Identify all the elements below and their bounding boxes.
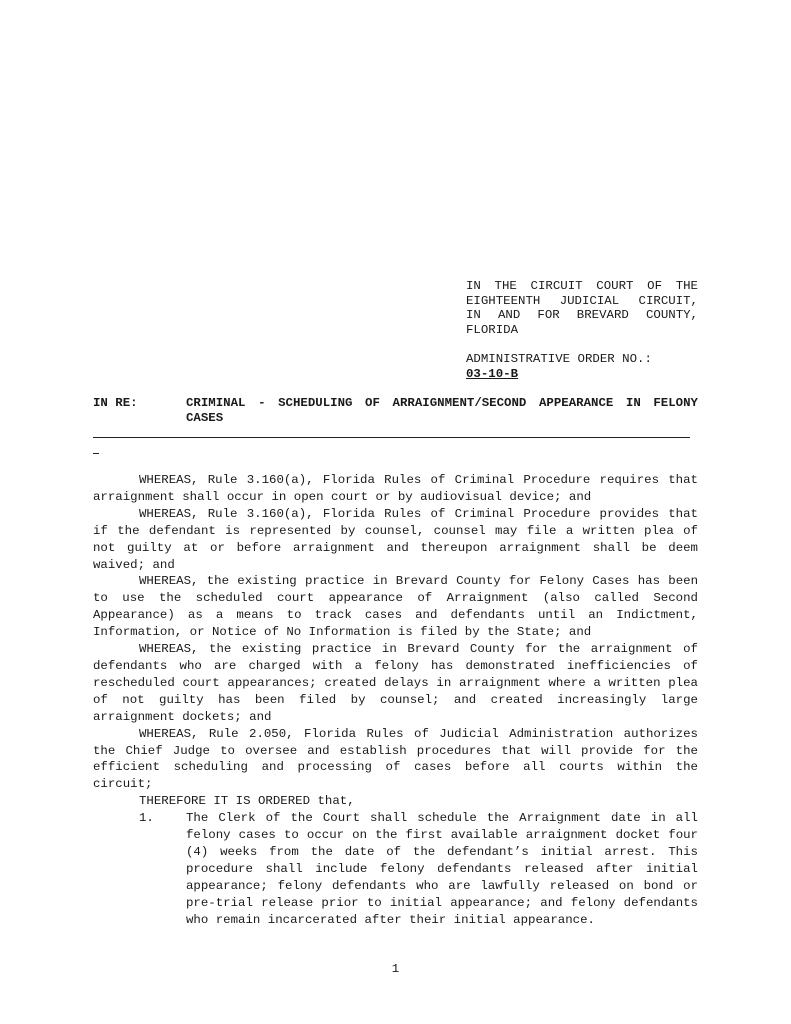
in-re-label: IN RE: xyxy=(93,396,138,410)
court-caption xyxy=(466,279,698,337)
in-re-subject xyxy=(186,396,698,426)
whereas-paragraph: WHEREAS, the existing practice in Brevard County for the arraignment of defendants who are charged with a felony has demonstrated inefficiencies of rescheduled court appearances; created delays in arraignment where a written plea of not guilty has been filed by counsel; and created increasingly large arraignment dockets; and xyxy=(93,642,698,724)
in-re-subject-line: CASES xyxy=(186,411,224,425)
order-body xyxy=(93,472,698,928)
order-item-text: The Clerk of the Court shall schedule the Arraignment date in all felony cases to occur on the first available arraignment docket four (4) weeks from the date of the defendant’s initial arrest. This procedure shall include felony defendants released after initial appearance; felony defendants who are lawfully released on bond or pre-trial release prior to initial appearance; and felony defendants who remain incarcerated after their initial appearance. xyxy=(186,811,698,927)
caption-line: FLORIDA xyxy=(466,322,519,337)
caption-line: EIGHTEENTH JUDICIAL CIRCUIT, xyxy=(466,293,698,308)
administrative-order-block xyxy=(466,352,698,381)
administrative-order-number: 03-10-B xyxy=(466,366,519,381)
therefore-clause: THEREFORE IT IS ORDERED that, xyxy=(139,794,355,809)
whereas-paragraph: WHEREAS, Rule 3.160(a), Florida Rules of Criminal Procedure requires that arraignment shall occur in open court or by audiovisual device; and xyxy=(93,473,698,504)
order-item xyxy=(93,810,698,928)
page-number: 1 xyxy=(391,962,400,976)
separator-rule-tail xyxy=(93,453,99,454)
caption-line: IN THE CIRCUIT COURT OF THE xyxy=(466,279,698,293)
whereas-paragraph: WHEREAS, Rule 3.160(a), Florida Rules of Criminal Procedure provides that if the defendant is represented by counsel, counsel may file a written plea of not guilty at or before arraignment and thereupon arraignment shall be deem waived; and xyxy=(93,506,698,572)
caption-line: IN AND FOR BREVARD COUNTY, xyxy=(466,308,698,323)
in-re-subject-line: CRIMINAL - SCHEDULING OF ARRAIGNMENT/SECOND APPEARANCE IN FELONY xyxy=(186,396,698,410)
order-item-number: 1. xyxy=(139,811,154,826)
whereas-paragraph: WHEREAS, Rule 2.050, Florida Rules of Judicial Administration authorizes the Chief Judge to oversee and establish procedures that will provide for the efficient scheduling and processing of cases before all courts within the circuit; xyxy=(93,726,698,792)
whereas-paragraph: WHEREAS, the existing practice in Brevard County for Felony Cases has been to use the scheduled court appearance of Arraignment (also called Second Appearance) as a means to track cases and defendants until an Indictment, Information, or Notice of No Information is filed by the State; and xyxy=(93,574,698,640)
separator-rule xyxy=(93,437,690,438)
administrative-order-label: ADMINISTRATIVE ORDER NO.: xyxy=(466,352,652,366)
